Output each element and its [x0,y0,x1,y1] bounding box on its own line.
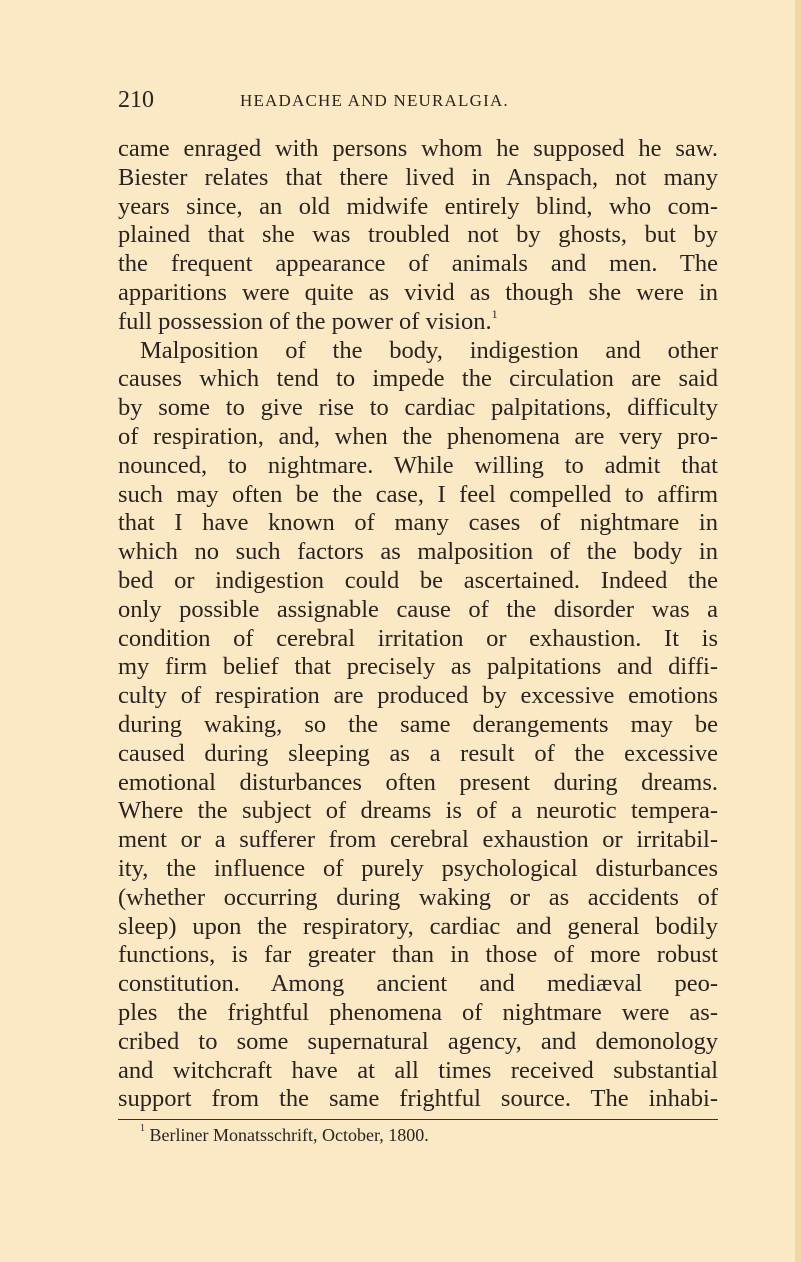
text-line-content: of respiration, and, when the phenomena are very pro- [118,422,718,450]
body-text [118,135,718,1114]
text-line-content: full possession of the power of vision. [118,307,492,335]
text-line-content: plained that she was troubled not by ghosts, but by [118,221,718,249]
footnote-rule [118,1119,718,1120]
text-line-content: culty of respiration are produced by excessive emotions [118,682,718,710]
text-line-content: constitution. Among ancient and mediæval peo- [118,970,718,998]
text-line [118,250,718,279]
text-line [118,538,718,567]
footnote [140,1124,429,1146]
text-line [118,941,718,970]
text-line [118,135,718,164]
text-line [118,279,718,308]
text-line [118,769,718,798]
text-line [118,193,718,222]
text-line [118,567,718,596]
text-line-content: that I have known of many cases of nightmare in [118,509,718,537]
text-line [118,423,718,452]
text-line-content: Where the subject of dreams is of a neurotic tempera- [118,797,718,825]
text-line [118,682,718,711]
text-line-content: by some to give rise to cardiac palpitations, difficulty [118,394,718,422]
text-line [118,826,718,855]
text-line-content: and witchcraft have at all times received substantial [118,1056,718,1084]
text-line [118,1085,718,1114]
text-line [118,509,718,538]
text-line [118,855,718,884]
page-edge [795,0,801,1262]
text-line [118,1057,718,1086]
text-line [118,596,718,625]
text-line [118,221,718,250]
text-line-content: emotional disturbances often present during dreams. [118,768,718,796]
text-line-content: came enraged with persons whom he supposed he saw. [118,135,718,162]
text-line [118,797,718,826]
text-line-content: my firm belief that precisely as palpitations and diffi- [118,653,718,681]
text-line-content: caused during sleeping as a result of the excessive [118,739,718,767]
text-line-content: functions, is far greater than in those of more robust [118,941,718,969]
text-line [118,481,718,510]
text-line-content: ples the frightful phenomena of nightmare were as- [118,998,718,1026]
text-line-content: the frequent appearance of animals and men. The [118,250,718,278]
text-line-content: during waking, so the same derangements may be [118,710,718,738]
text-line [118,711,718,740]
text-line-content: years since, an old midwife entirely blind, who com- [118,192,718,220]
text-line [118,164,718,193]
text-line [118,970,718,999]
text-line [118,308,718,337]
text-line-content: Malposition of the body, indigestion and other [140,336,718,364]
text-line [118,337,718,366]
text-line-content: sleep) upon the respiratory, cardiac and general bodily [118,912,718,940]
text-line-content: which no such factors as malposition of the body in [118,538,718,566]
text-line [118,452,718,481]
text-line-content: Biester relates that there lived in Anspach, not many [118,163,718,191]
footnote-reference: 1 [491,306,498,321]
text-line [118,740,718,769]
text-line-content: only possible assignable cause of the disorder was a [118,595,718,623]
text-line-content: condition of cerebral irritation or exhaustion. It is [118,624,718,652]
footnote-marker: 1 [140,1123,145,1134]
text-line-content: ment or a sufferer from cerebral exhaustion or irritabil- [118,826,718,854]
text-line [118,394,718,423]
running-header [118,86,718,116]
text-line-content: ity, the influence of purely psychological disturbances [118,854,718,882]
text-line-content: apparitions were quite as vivid as though she were in [118,278,718,306]
footnote-text: Berliner Monatsschrift, October, 1800. [149,1125,429,1145]
text-line-content: such may often be the case, I feel compelled to affirm [118,480,718,508]
text-line [118,913,718,942]
text-line-content: bed or indigestion could be ascertained. Indeed the [118,566,718,594]
text-line [118,999,718,1028]
text-line [118,365,718,394]
text-line [118,653,718,682]
text-line-content: cribed to some supernatural agency, and demonology [118,1027,718,1055]
text-line-content: causes which tend to impede the circulation are said [118,365,718,393]
text-line-content: (whether occurring during waking or as accidents of [118,883,718,911]
text-line-content: nounced, to nightmare. While willing to admit that [118,451,718,479]
text-line [118,884,718,913]
running-title: HEADACHE AND NEURALGIA. [240,91,509,110]
page-number: 210 [118,87,154,113]
text-line [118,1028,718,1057]
text-line [118,625,718,654]
text-line-content: support from the same frightful source. The inhabi- [118,1085,718,1113]
